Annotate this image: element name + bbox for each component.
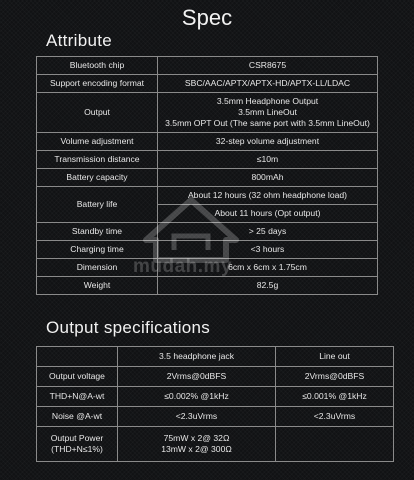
table-row — [37, 169, 378, 187]
table-header-row — [37, 347, 394, 367]
table-row — [37, 187, 378, 205]
table-row — [37, 277, 378, 295]
row-label — [37, 427, 118, 462]
attribute-heading: Attribute — [46, 31, 113, 50]
row-value: 32-step volume adjustment — [158, 133, 378, 151]
table-row — [37, 427, 394, 462]
column-header: Line out — [276, 347, 394, 367]
table-row — [37, 133, 378, 151]
row-label: Transmission distance — [37, 151, 158, 169]
jack-value: 2Vrms@0dBFS — [118, 367, 276, 387]
row-value: CSR8675 — [158, 57, 378, 75]
output-line: 3.5mm LineOut — [238, 107, 297, 117]
row-value: 6cm x 6cm x 1.75cm — [158, 259, 378, 277]
lineout-value: 2Vrms@0dBFS — [276, 367, 394, 387]
table-row — [37, 75, 378, 93]
jack-value: <2.3uVrms — [118, 407, 276, 427]
output-specs-table — [36, 346, 394, 462]
table-row — [37, 259, 378, 277]
row-label: Battery capacity — [37, 169, 158, 187]
table-row — [37, 223, 378, 241]
row-label: Output — [37, 93, 158, 133]
lineout-value: <2.3uVrms — [276, 407, 394, 427]
label-line: Output Power — [50, 433, 104, 443]
row-value: About 12 hours (32 ohm headphone load) — [158, 187, 378, 205]
page-title: Spec — [181, 5, 233, 30]
table-row — [37, 93, 378, 133]
lineout-value: ≤0.001% @1kHz — [276, 387, 394, 407]
row-label: Dimension — [37, 259, 158, 277]
table-row — [37, 387, 394, 407]
value-line: 13mW x 2@ 300Ω — [161, 444, 232, 454]
row-label: Standby time — [37, 223, 158, 241]
row-label: THD+N@A-wt — [37, 387, 118, 407]
jack-value — [118, 427, 276, 462]
lineout-value — [276, 427, 394, 462]
row-value: 800mAh — [158, 169, 378, 187]
row-value: About 11 hours (Opt output) — [158, 205, 378, 223]
table-row — [37, 57, 378, 75]
row-label: Battery life — [37, 187, 158, 223]
row-value: 82.5g — [158, 277, 378, 295]
table-row — [37, 151, 378, 169]
row-label: Support encoding format — [37, 75, 158, 93]
row-value: SBC/AAC/APTX/APTX-HD/APTX-LL/LDAC — [158, 75, 378, 93]
row-label: Bluetooth chip — [37, 57, 158, 75]
value-line: 75mW x 2@ 32Ω — [163, 433, 230, 443]
table-row — [37, 367, 394, 387]
output-specs-heading: Output specifications — [46, 318, 211, 337]
label-line: (THD+N≤1%) — [51, 444, 103, 454]
row-value: <3 hours — [158, 241, 378, 259]
row-value: > 25 days — [158, 223, 378, 241]
row-label: Charging time — [37, 241, 158, 259]
attribute-table — [36, 56, 378, 295]
jack-value: ≤0.002% @1kHz — [118, 387, 276, 407]
watermark-text: mudah.my — [133, 256, 233, 277]
table-row — [37, 407, 394, 427]
column-header: 3.5 headphone jack — [118, 347, 276, 367]
row-label: Output voltage — [37, 367, 118, 387]
row-label: Volume adjustment — [37, 133, 158, 151]
table-row — [37, 241, 378, 259]
column-header — [37, 347, 118, 367]
row-label: Noise @A-wt — [37, 407, 118, 427]
output-line: 3.5mm Headphone Output — [216, 96, 319, 106]
output-line: 3.5mm OPT Out (The same port with 3.5mm LineOut) — [165, 118, 370, 128]
row-value — [158, 93, 378, 133]
row-value: ≤10m — [158, 151, 378, 169]
row-label: Weight — [37, 277, 158, 295]
